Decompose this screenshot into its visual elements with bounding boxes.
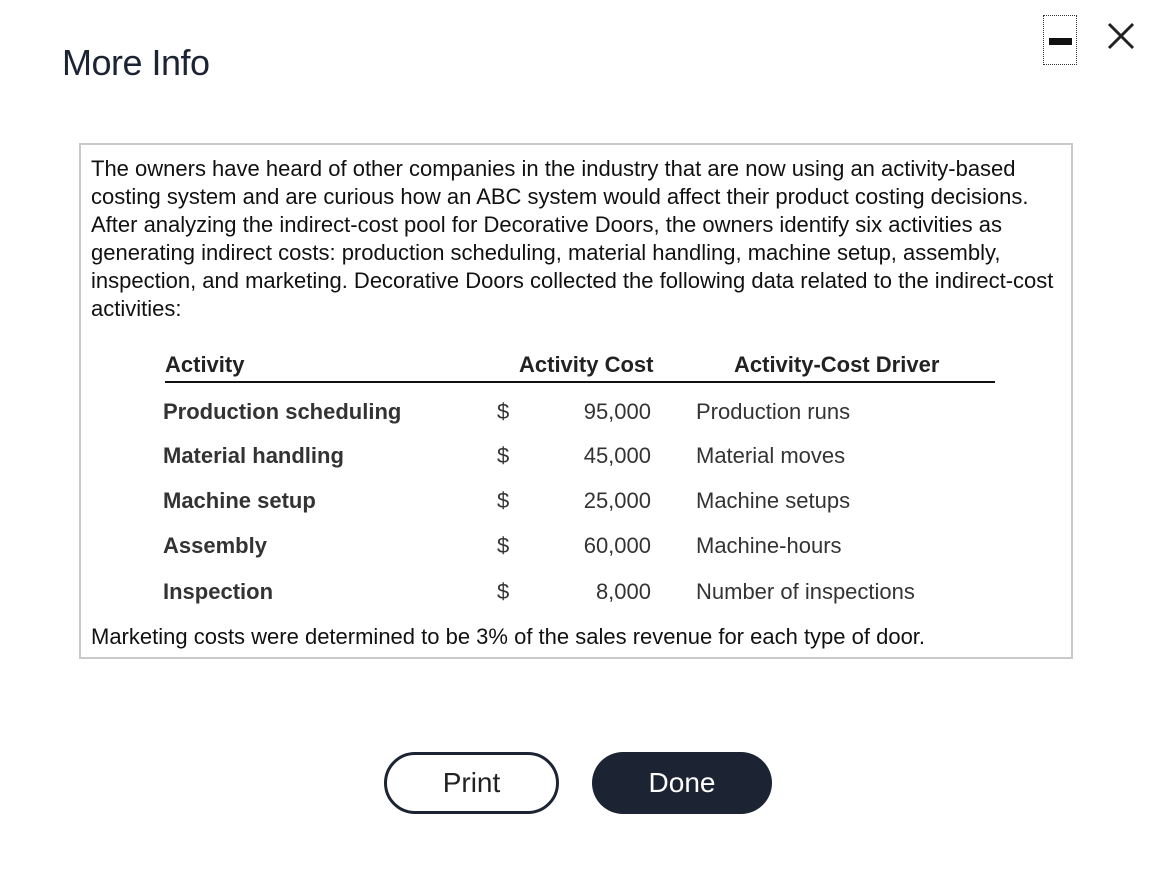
- close-icon: [1104, 19, 1138, 53]
- table-row: [81, 488, 1071, 518]
- table-row: [81, 533, 1071, 563]
- cost-driver: Material moves: [696, 443, 846, 468]
- table-row: [81, 399, 1071, 429]
- column-header-activity-cost: Activity Cost: [519, 352, 654, 377]
- cost-driver: Machine setups: [696, 488, 851, 513]
- cost-driver: Production runs: [696, 399, 851, 424]
- currency-symbol: $: [497, 443, 510, 468]
- print-button[interactable]: Print: [384, 752, 559, 814]
- activity-name: Machine setup: [163, 488, 316, 513]
- done-button[interactable]: Done: [592, 752, 772, 814]
- cost-driver: Number of inspections: [696, 579, 915, 604]
- marketing-note: Marketing costs were determined to be 3% of the sales revenue for each type of door.: [91, 624, 926, 649]
- minimize-icon: [1049, 38, 1072, 45]
- activity-cost: 45,000: [583, 443, 651, 468]
- activity-name: Material handling: [163, 443, 344, 468]
- intro-text: The owners have heard of other companies in the industry that are now using an activity-based costing system and are curious how an ABC system would affect their product costing decisions. After analyzing the indirect-cost pool for Decorative Doors, the owners identify six activities as generating indirect costs: production scheduling, material handling, machine setup, assembly, inspection, and marketing. Decorative Doors collected the following data related to the indirect-cost activities:: [91, 156, 1054, 321]
- header-divider: [165, 381, 995, 383]
- currency-symbol: $: [497, 488, 510, 513]
- column-header-cost-driver: Activity-Cost Driver: [734, 352, 940, 377]
- activity-cost: 60,000: [583, 533, 651, 558]
- activity-cost: 95,000: [583, 399, 651, 424]
- activity-name: Production scheduling: [163, 399, 402, 424]
- activity-name: Assembly: [163, 533, 267, 558]
- activity-cost: 25,000: [583, 488, 651, 513]
- currency-symbol: $: [497, 533, 510, 558]
- table-row: [81, 579, 1071, 609]
- minimize-button[interactable]: [1043, 15, 1077, 65]
- info-panel: [79, 143, 1073, 659]
- cost-driver: Machine-hours: [696, 533, 842, 558]
- activity-cost: 8,000: [595, 579, 651, 604]
- table-row: [81, 443, 1071, 473]
- activity-name: Inspection: [163, 579, 274, 604]
- close-button[interactable]: [1104, 19, 1138, 53]
- currency-symbol: $: [497, 579, 510, 604]
- column-header-activity: Activity: [165, 352, 245, 377]
- dialog-title: More Info: [62, 42, 210, 83]
- currency-symbol: $: [497, 399, 510, 424]
